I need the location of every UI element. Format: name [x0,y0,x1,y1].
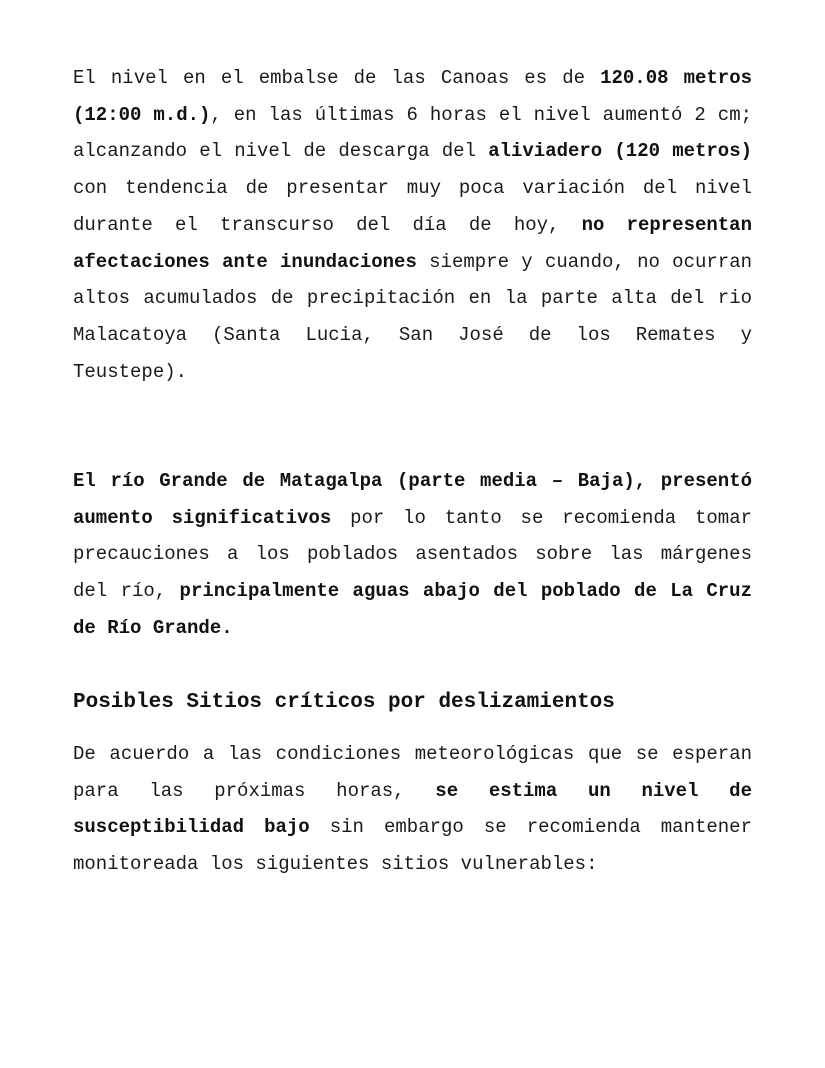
highlight-spillway-level: aliviadero (120 metros) [488,140,753,163]
highlight-no-flood-impact: no representan afectaciones ante inundaciones [73,213,752,273]
paragraph-text: De acuerdo a las condiciones meteorológicas que se esperan para las próximas horas, [73,743,752,802]
highlight-downstream-area: principalmente aguas abajo del poblado de La Cruz de Río Grande. [73,580,752,639]
section-heading: Posibles Sitios críticos por deslizamientos [73,691,615,714]
paragraph-text: por lo tanto se recomienda tomar precauciones a los poblados asentados sobre las márgenes del río, [73,506,753,603]
highlight-river-increase: El río Grande de Matagalpa (parte media – Baja), presentó aumento significativos [73,470,752,529]
paragraph-rio-grande-matagalpa [73,463,752,647]
paragraph-canoas-reservoir [73,60,752,390]
highlight-susceptibility-level: se estima un nivel de susceptibilidad bajo [73,779,752,839]
paragraph-text: con tendencia de presentar muy poca variación del nivel durante el transcurso del día de hoy, [73,177,752,236]
paragraph-text: , en las últimas 6 horas el nivel aumentó 2 cm; alcanzando el nivel de descarga del [73,103,753,163]
paragraph-text: El nivel en el embalse de las Canoas es de [73,67,601,89]
paragraph-text: siempre y cuando, no ocurran altos acumulados de precipitación en la parte alta del rio Malacatoya (Santa Lucia, San José de los Remates y Teustepe). [73,250,752,383]
highlight-reservoir-level: 120.08 metros (12:00 m.d.) [73,67,752,126]
paragraph-landslide-susceptibility [73,736,752,883]
paragraph-text: sin embargo se recomienda mantener monitoreada los siguientes sitios vulnerables: [73,816,752,876]
